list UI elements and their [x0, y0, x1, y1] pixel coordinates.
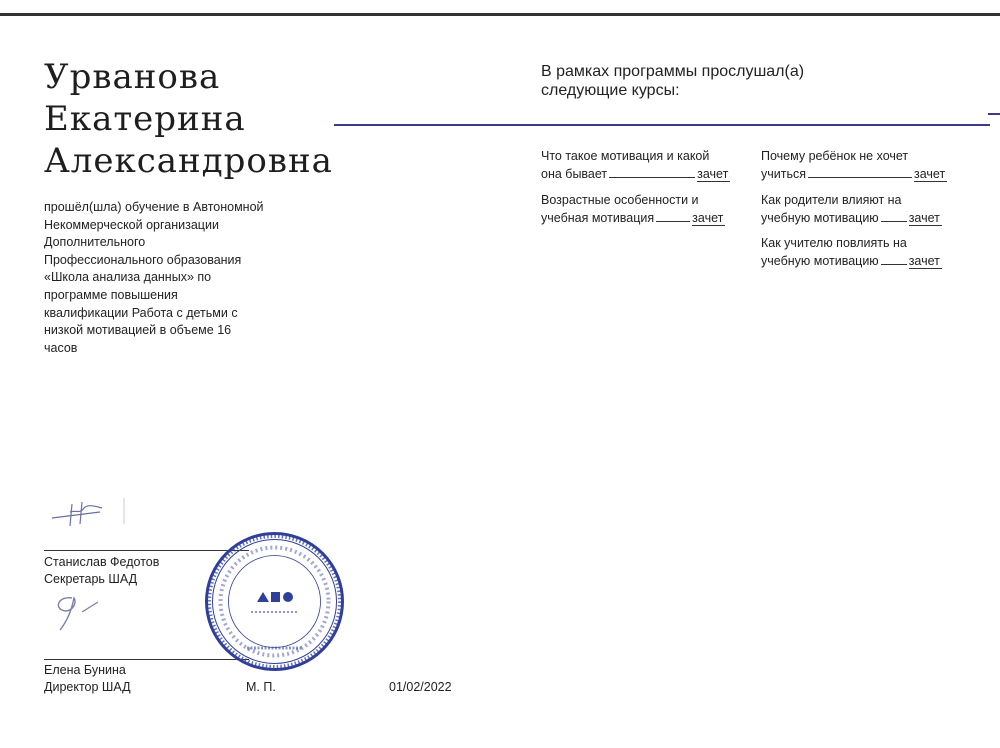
issue-date: 01/02/2022	[389, 680, 452, 694]
fill-line	[881, 210, 907, 222]
course-result: зачет	[914, 167, 946, 181]
stamp-place-label: М. П.	[246, 680, 276, 694]
name-line: Екатерина	[44, 99, 246, 139]
fill-line	[808, 166, 912, 178]
description-line: прошёл(шла) обучение в Автономной	[44, 200, 264, 214]
course-title: Как учителю повлиять на	[761, 236, 907, 250]
secretary-name: Станислав Федотов	[44, 555, 160, 569]
description-line: низкой мотивацией в объеме 16	[44, 323, 232, 338]
program-heading-line: следующие курсы:	[541, 82, 680, 99]
course-result: зачет	[908, 254, 940, 268]
course-item	[761, 191, 942, 227]
accent-divider	[334, 124, 990, 126]
course-title: Возрастные особенности и	[541, 193, 699, 207]
course-title-cont: учебную мотивацию	[761, 254, 879, 268]
course-result: зачет	[692, 211, 724, 225]
course-title-cont: учиться	[761, 167, 807, 181]
secretary-signature	[44, 494, 134, 534]
course-title-cont: учебную мотивацию	[761, 211, 879, 225]
director-name: Елена Бунина	[44, 663, 126, 677]
course-title: Как родители влияют на	[761, 193, 902, 207]
director-block	[44, 662, 131, 696]
description-line: Дополнительного	[44, 235, 146, 250]
course-item	[761, 147, 947, 183]
official-stamp	[203, 530, 346, 673]
fill-line	[881, 253, 907, 265]
fill-line	[656, 210, 690, 222]
director-title: Директор ШАД	[44, 680, 131, 694]
description-line: часов	[44, 340, 78, 355]
course-result: зачет	[908, 211, 940, 225]
recipient-name	[44, 56, 333, 182]
name-line: Урванова	[44, 57, 221, 97]
description-line: квалификации Работа с детьми с	[44, 305, 238, 320]
secretary-block	[44, 554, 159, 588]
course-item	[541, 191, 725, 227]
description	[44, 199, 284, 357]
secretary-title: Секретарь ШАД	[44, 572, 138, 586]
program-heading	[541, 62, 804, 100]
program-heading-line: В рамках программы прослушал(а)	[541, 63, 805, 80]
description-line: Некоммерческой организации	[44, 217, 219, 232]
top-border	[0, 13, 1000, 16]
description-line: Профессионального образования	[44, 252, 242, 267]
accent-tick	[988, 113, 1000, 115]
name-line: Александровна	[44, 141, 333, 181]
course-item	[541, 147, 730, 183]
description-line: программе повышения	[44, 287, 178, 302]
description-line: «Школа анализа данных» по	[44, 270, 212, 285]
course-title-cont: учебная мотивация	[541, 211, 655, 225]
course-item	[761, 234, 942, 270]
director-signature	[48, 590, 118, 635]
course-result: зачет	[697, 167, 729, 181]
course-title: Почему ребёнок не хочет	[761, 149, 909, 163]
course-title: Что такое мотивация и какой	[541, 149, 710, 163]
course-title-cont: она бывает	[541, 167, 608, 181]
fill-line	[609, 166, 695, 178]
